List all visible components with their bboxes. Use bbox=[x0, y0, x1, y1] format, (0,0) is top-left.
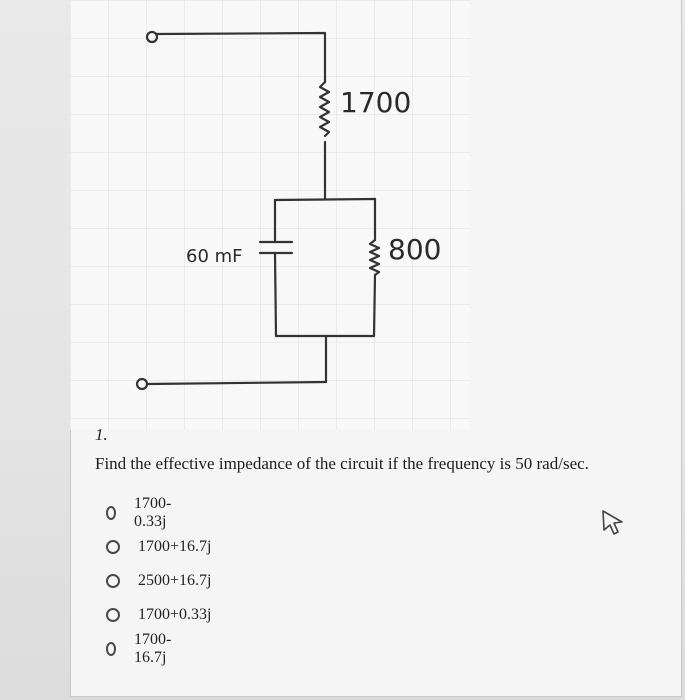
capacitor-label: 60 mF bbox=[186, 246, 243, 267]
capacitor-wire-bottom bbox=[275, 253, 276, 336]
resistor-800-wire-bottom bbox=[374, 275, 375, 336]
radio-icon[interactable] bbox=[106, 506, 116, 520]
resistor-800-label: 800 bbox=[388, 233, 442, 266]
option-3[interactable] bbox=[106, 570, 211, 592]
option-1[interactable] bbox=[106, 495, 175, 530]
question-text: Find the effective impedance of the circuit if the frequency is 50 rad/sec. bbox=[95, 454, 589, 473]
circuit-diagram bbox=[70, 0, 470, 430]
option-2[interactable] bbox=[106, 536, 211, 558]
grid-paper bbox=[70, 0, 470, 430]
option-label: 2500+16.7j bbox=[138, 572, 212, 589]
parallel-top-wire bbox=[275, 199, 375, 200]
option-4[interactable] bbox=[106, 604, 211, 626]
question-number: 1. bbox=[95, 425, 108, 444]
option-label: 1700-16.7j bbox=[133, 631, 172, 666]
radio-icon[interactable] bbox=[106, 608, 120, 622]
circuit-figure bbox=[70, 0, 470, 430]
option-label: 1700+0.33j bbox=[138, 606, 212, 623]
resistor-1700-label: 1700 bbox=[340, 86, 412, 119]
radio-icon[interactable] bbox=[106, 642, 116, 656]
option-5[interactable] bbox=[106, 631, 175, 666]
option-label: 1700-0.33j bbox=[133, 495, 172, 530]
radio-icon[interactable] bbox=[106, 574, 120, 588]
option-label: 1700+16.7j bbox=[138, 538, 212, 555]
mouse-pointer-icon bbox=[600, 508, 626, 538]
radio-icon[interactable] bbox=[106, 540, 120, 554]
